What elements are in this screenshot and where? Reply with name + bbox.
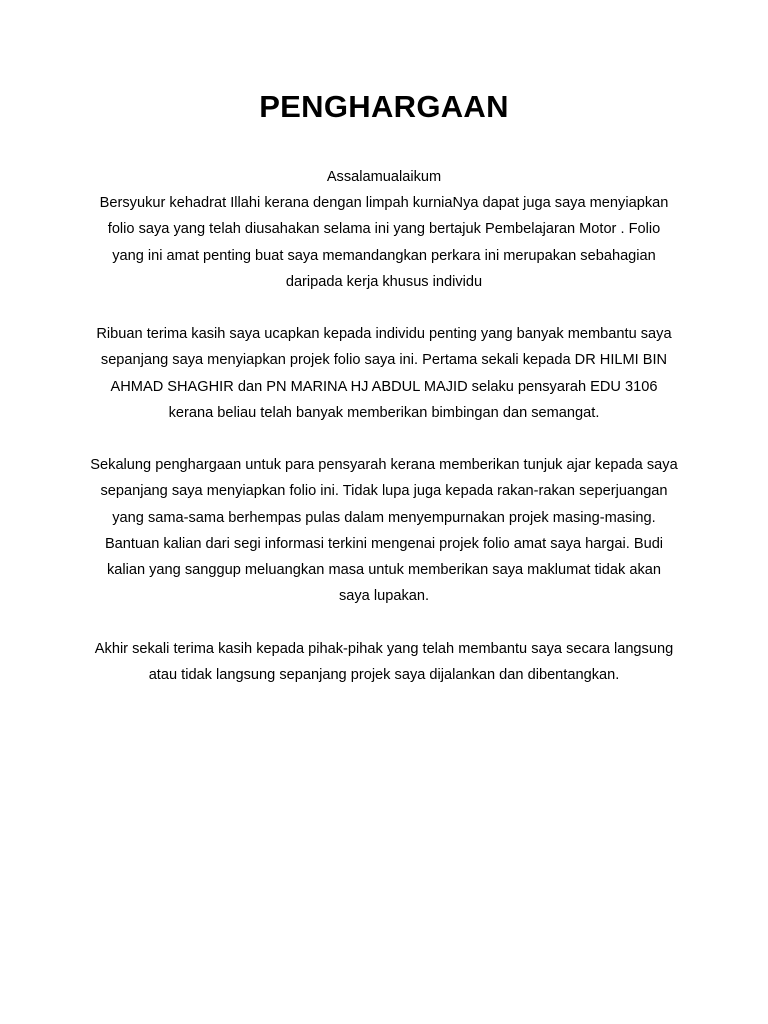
paragraph-intro: Bersyukur kehadrat Illahi kerana dengan limpah kurniaNya dapat juga saya menyiapkan folio saya yang telah diusahakan selama ini yang bertajuk Pembelajaran Motor . Folio yang ini amat penting buat saya memandangkan perkara ini merupakan sebahagian daripada kerja khusus individu [99,195,669,290]
page-title: PENGHARGAAN [259,89,509,124]
appreciation-block [90,452,678,609]
paragraph-closing: Akhir sekali terima kasih kepada pihak-pihak yang telah membantu saya secara langsung atau tidak langsung sepanjang projek saya dijalankan dan dibentangkan. [94,640,674,683]
opening-block [90,164,678,295]
greeting-text: Assalamualaikum [326,169,442,185]
paragraph-thanks: Ribuan terima kasih saya ucapkan kepada individu penting yang banyak membantu saya sepanjang saya menyiapkan projek folio saya ini. Pertama sekali kepada DR HILMI BIN AHMAD SHAGHIR dan PN MARINA HJ ABDUL MAJID selaku pensyarah EDU 3106 kerana beliau telah banyak memberikan bimbingan dan semangat. [96,326,672,421]
thanks-block [90,321,678,426]
paragraph-appreciation: Sekalung penghargaan untuk para pensyarah kerana memberikan tunjuk ajar kepada saya sepanjang saya menyiapkan folio ini. Tidak lupa juga kepada rakan-rakan seperjuangan yang sama-sama berhempas pulas dalam menyempurnakan projek masing-masing. Bantuan kalian dari segi informasi terkini mengenai projek folio amat saya hargai. Budi kalian yang sanggup meluangkan masa untuk memberikan saya maklumat tidak akan saya lupakan. [90,457,678,605]
closing-block [90,636,678,688]
document-body [90,164,678,688]
